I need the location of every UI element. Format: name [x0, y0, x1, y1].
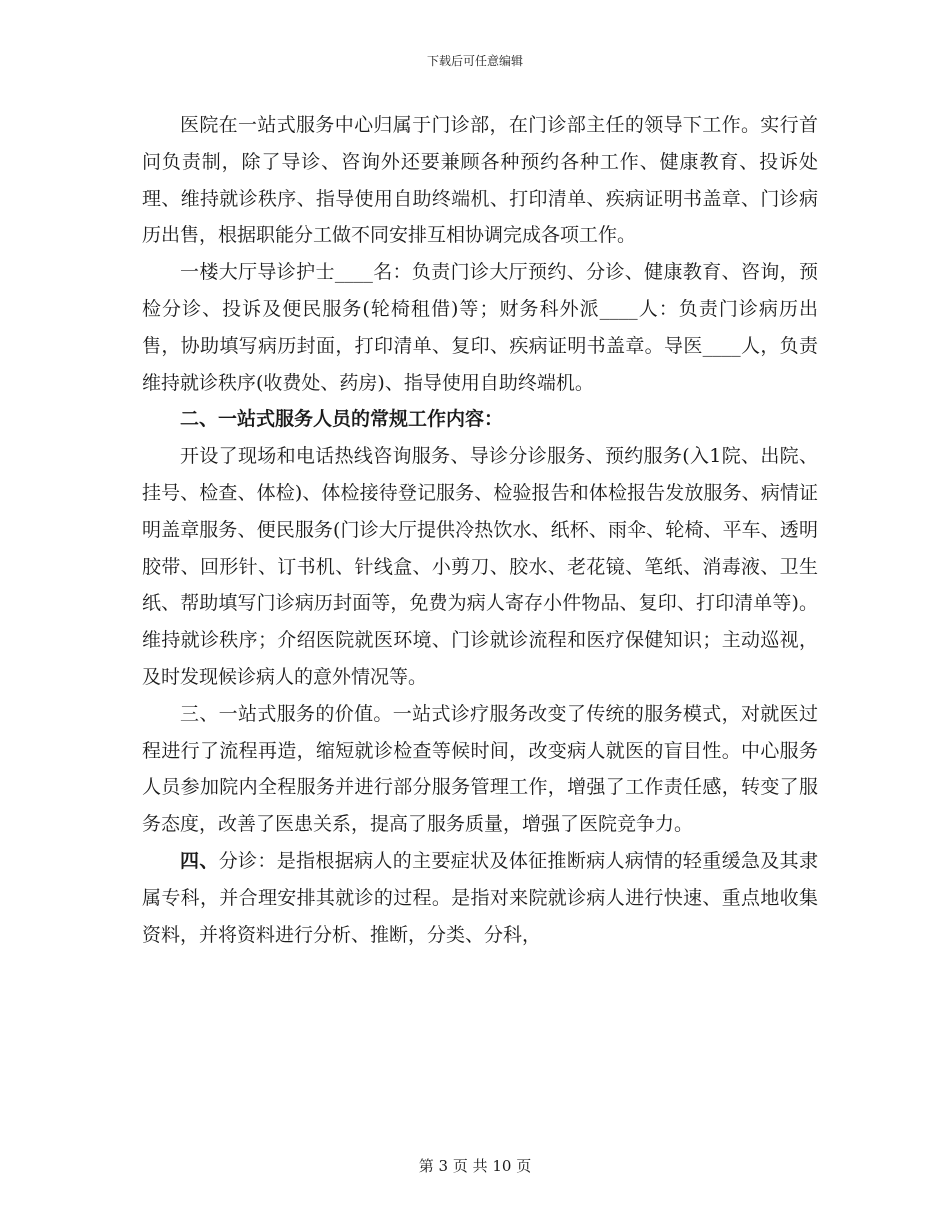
page-number: 第 3 页 共 10 页 [418, 1157, 532, 1175]
document-body [142, 107, 818, 953]
paragraph-service-center-role: 医院在一站式服务中心归属于门诊部，在门诊部主任的领导下工作。实行首问负责制，除了导诊、咨询外还要兼顾各种预约各种工作、健康教育、投诉处理、维持就诊秩序、指导使用自助终端机、打印清单、疾病证明书盖章、门诊病历出售，根据职能分工做不同安排互相协调完成各项工作。 [142, 114, 818, 247]
section-heading-routine-work: 二、一站式服务人员的常规工作内容： [180, 408, 504, 431]
section-number-four: 四、 [180, 849, 219, 872]
paragraph-staffing: 一楼大厅导诊护士____名：负责门诊大厅预约、分诊、健康教育、咨询，预检分诊、投诉及便民服务(轮椅租借)等；财务科外派____人：负责门诊病历出售，协助填写病历封面，打印清单、复印、疾病证明书盖章。导医____人，负责维持就诊秩序(收费处、药房)、指导使用自助终端机。 [142, 261, 818, 394]
page-header: 下载后可任意编辑 [426, 54, 523, 68]
paragraph-routine-services: 开设了现场和电话热线咨询服务、导诊分诊服务、预约服务(入1院、出院、挂号、检查、体检)、体检接待登记服务、检验报告和体检报告发放服务、病情证明盖章服务、便民服务(门诊大厅提供冷热饮水、纸杯、雨伞、轮椅、平车、透明胶带、回形针、订书机、针线盒、小剪刀、胶水、老花镜、笔纸、消毒液、卫生纸、帮助填写门诊病历封面等，免费为病人寄存小件物品、复印、打印清单等)。维持就诊秩序；介绍医院就医环境、门诊就诊流程和医疗保健知识；主动巡视，及时发现候诊病人的意外情况等。 [142, 445, 818, 688]
paragraph-triage-text: 分诊：是指根据病人的主要症状及体征推断病人病情的轻重缓急及其隶属专科，并合理安排其就诊的过程。是指对来院就诊病人进行快速、重点地收集资料，并将资料进行分析、推断，分类、分科， [142, 849, 818, 946]
paragraph-triage [142, 843, 818, 953]
paragraph-service-value: 三、一站式服务的价值。一站式诊疗服务改变了传统的服务模式，对就医过程进行了流程再造，缩短就诊检查等候时间，改变病人就医的盲目性。中心服务人员参加院内全程服务并进行部分服务管理工作，增强了工作责任感，转变了服务态度，改善了医患关系，提高了服务质量，增强了医院竞争力。 [142, 702, 818, 836]
